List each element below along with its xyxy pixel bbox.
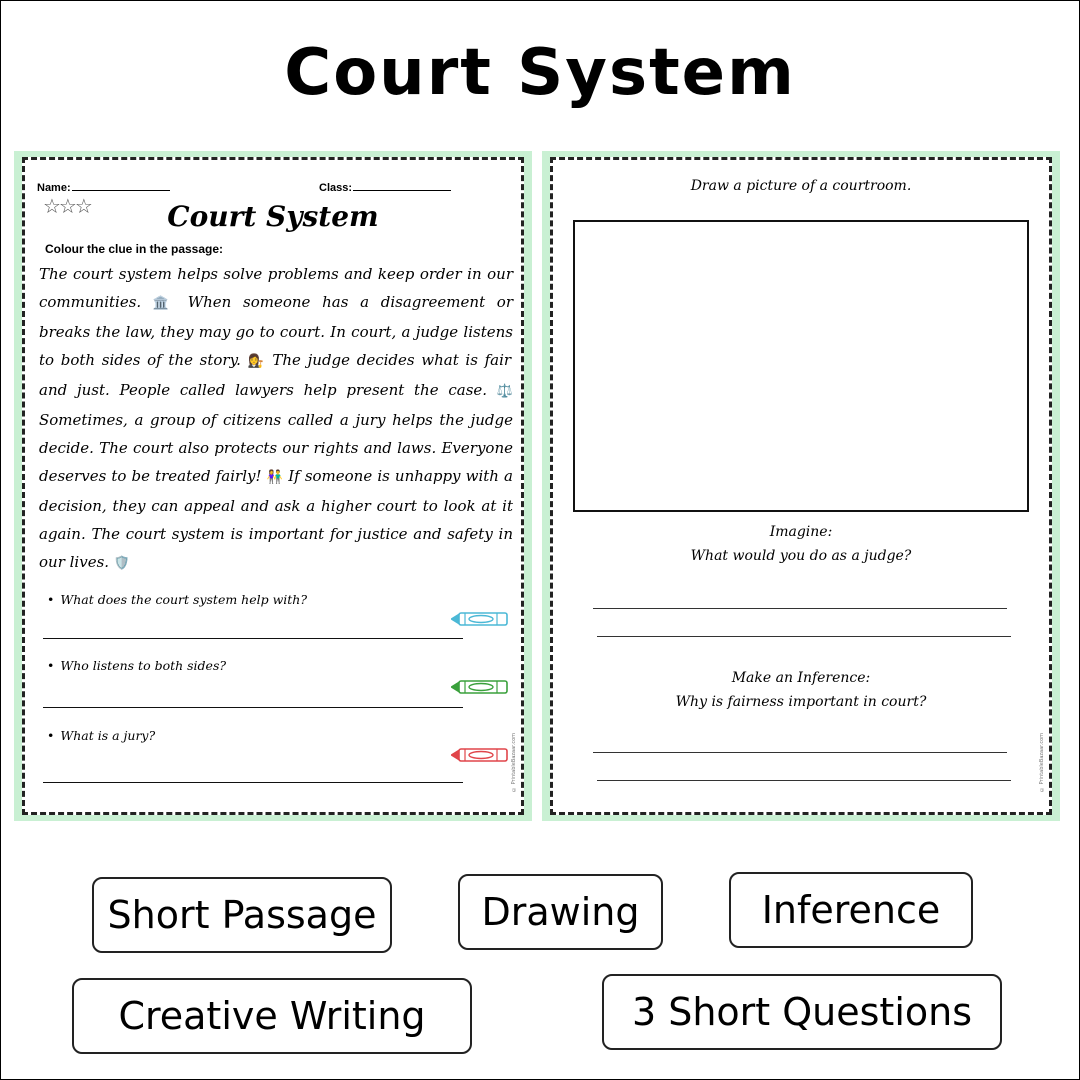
judge-icon: 👩‍⚖️ bbox=[247, 354, 266, 369]
class-label: Class: bbox=[319, 182, 353, 194]
bullet-icon: • bbox=[47, 592, 55, 607]
draw-prompt: Draw a picture of a courtroom. bbox=[690, 178, 912, 194]
question-2-text: Who listens to both sides? bbox=[60, 658, 227, 673]
tag-short-passage: Short Passage bbox=[92, 877, 392, 953]
passage-sentence-1: The court system helps solve problems and keep order in our communities. bbox=[39, 265, 513, 311]
instruction-text: Colour the clue in the passage: bbox=[45, 242, 224, 256]
imagine-question: What would you do as a judge? bbox=[690, 548, 912, 564]
inference-question: Why is fairness important in court? bbox=[675, 694, 927, 710]
passage-sentence-4: Sometimes, a group of citizens called a jury helps the judge decide. The court also protects our rights and laws. Everyone deserves to be treated fairly! bbox=[39, 411, 513, 485]
question-1 bbox=[47, 592, 307, 607]
answer-line-2[interactable] bbox=[43, 707, 463, 708]
answer-line-3[interactable] bbox=[43, 782, 463, 783]
shield-icon: 🛡️ bbox=[113, 556, 131, 571]
star-rating-icon: ☆☆☆ bbox=[43, 194, 91, 218]
drawing-box[interactable] bbox=[573, 220, 1029, 512]
answer-line-1[interactable] bbox=[43, 638, 463, 639]
question-1-text: What does the court system help with? bbox=[60, 592, 308, 607]
page-title: Court System bbox=[284, 36, 796, 110]
credit-text: © PrintableBazaar.com bbox=[511, 733, 517, 792]
courthouse-icon: 🏛️ bbox=[152, 296, 176, 311]
tag-3-short-questions: 3 Short Questions bbox=[602, 974, 1002, 1050]
question-3-text: What is a jury? bbox=[60, 728, 156, 743]
tag-drawing: Drawing bbox=[458, 874, 663, 950]
name-blank bbox=[72, 182, 170, 191]
tag-creative-writing: Creative Writing bbox=[72, 978, 472, 1054]
imagine-label: Imagine: bbox=[769, 524, 833, 540]
worksheet-title: Court System bbox=[167, 200, 379, 233]
crayon-blue-icon bbox=[451, 611, 511, 627]
imagine-answer-line-2[interactable] bbox=[597, 636, 1011, 637]
inference-answer-line-1[interactable] bbox=[593, 752, 1007, 753]
crayon-red-icon bbox=[451, 747, 511, 763]
people-icon: 👫 bbox=[266, 470, 284, 485]
tag-inference: Inference bbox=[729, 872, 973, 948]
passage-sentence-5: If someone is unhappy with a decision, they can appeal and ask a higher court to look at it again. The court system is important for justice and safety in our lives. bbox=[39, 467, 513, 571]
scales-icon: ⚖️ bbox=[496, 384, 513, 399]
imagine-answer-line-1[interactable] bbox=[593, 608, 1007, 609]
inference-label: Make an Inference: bbox=[731, 670, 871, 686]
crayon-green-icon bbox=[451, 679, 511, 695]
worksheet-passage bbox=[14, 151, 532, 821]
worksheet-drawing-inner bbox=[550, 157, 1052, 815]
class-field bbox=[319, 182, 451, 194]
passage-sentence-3: The judge decides what is fair and just. People called lawyers help present the case. bbox=[39, 351, 512, 399]
bullet-icon: • bbox=[47, 728, 55, 743]
reading-passage bbox=[39, 260, 513, 578]
question-3 bbox=[47, 728, 155, 743]
worksheet-passage-inner bbox=[22, 157, 524, 815]
credit-text: © PrintableBazaar.com bbox=[1039, 733, 1045, 792]
name-field bbox=[37, 182, 170, 194]
bullet-icon: • bbox=[47, 658, 55, 673]
class-blank bbox=[353, 182, 451, 191]
question-2 bbox=[47, 658, 226, 673]
worksheet-drawing bbox=[542, 151, 1060, 821]
passage-sentence-2: When someone has a disagreement or breaks the law, they may go to court. In court, a judge listens to both sides of the story. bbox=[39, 293, 513, 369]
name-label: Name: bbox=[37, 182, 71, 194]
inference-answer-line-2[interactable] bbox=[597, 780, 1011, 781]
